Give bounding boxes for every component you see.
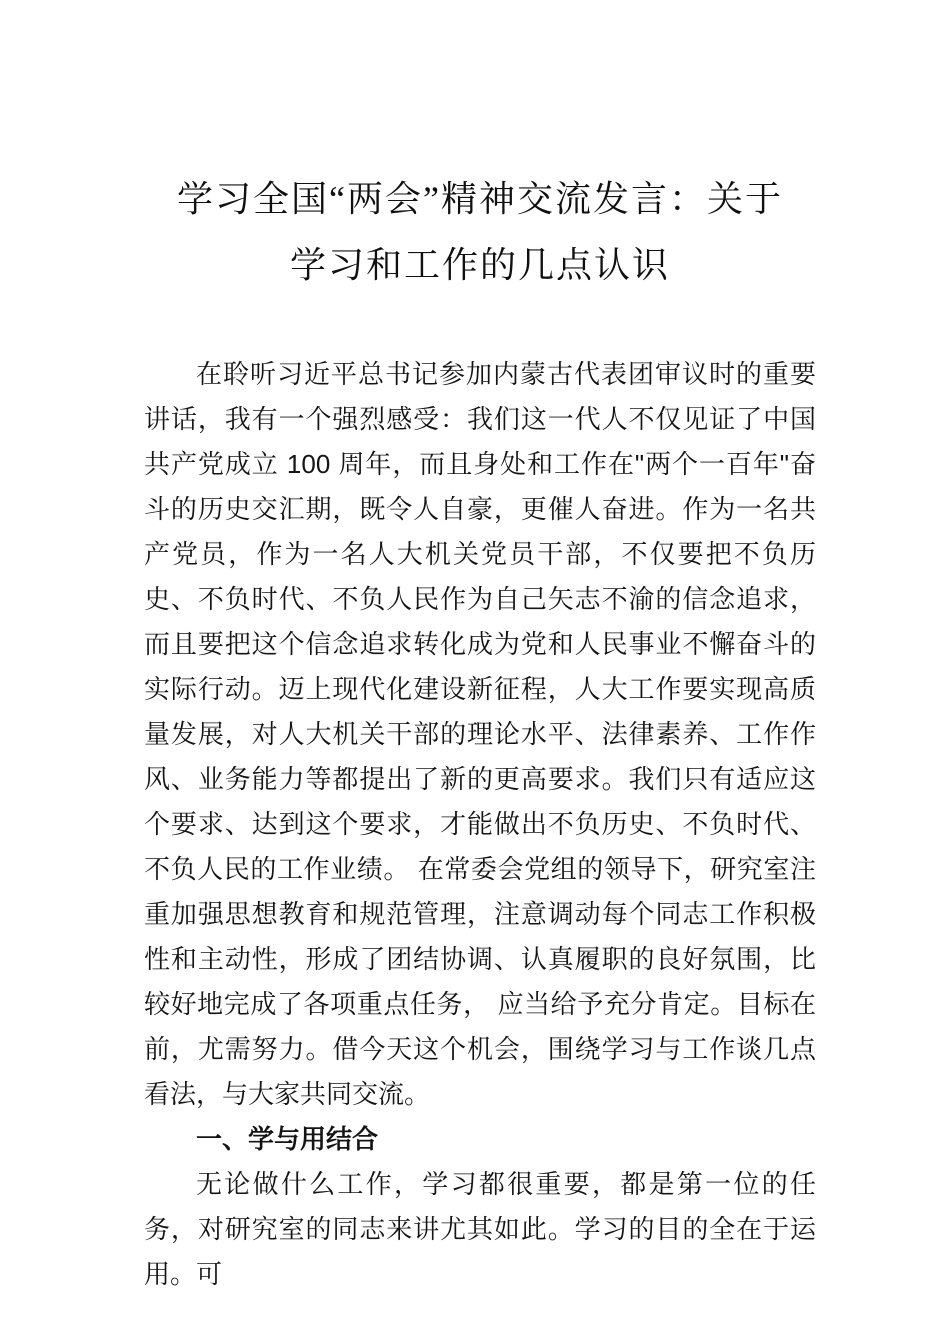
paragraph-section-1: 无论做什么工作，学习都很重要，都是第一位的任务，对研究室的同志来讲尤其如此。学习的目的全在于运用。可 <box>144 1169 816 1289</box>
document-body <box>144 352 816 1297</box>
title-line-1: 学习全国“两会”精神交流发言：关于 <box>177 179 783 219</box>
section-heading-1: 一、学与用结合 <box>196 1124 379 1154</box>
document-title <box>144 166 816 298</box>
paragraph-intro: 在聆听习近平总书记参加内蒙古代表团审议时的重要讲话，我有一个强烈感受：我们这一代人不仅见证了中国共产党成立 100 周年，而且身处和工作在"两个一百年"奋斗的历史交汇期，既令人自豪，更催人奋进。作为一名共产党员，作为一名人大机关党员干部，不仅要把不负历史、不负时代、不负人民作为自己矢志不渝的信念追求，而且要把这个信念追求转化成为党和人民事业不懈奋斗的实际行动。迈上现代化建设新征程，人大工作要实现高质量发展，对人大机关干部的理论水平、法律素养、工作作风、业务能力等都提出了新的更高要求。我们只有适应这个要求、达到这个要求，才能做出不负历史、不负时代、不负人民的工作业绩。 在常委会党组的领导下，研究室注重加强思想教育和规范管理，注意调动每个同志工作积极性和主动性，形成了团结协调、认真履职的良好氛围，比较好地完成了各项重点任务， 应当给予充分肯定。目标在前，尤需努力。借今天这个机会，围绕学习与工作谈几点看法，与大家共同交流。 <box>144 359 816 1109</box>
title-line-2: 学习和工作的几点认识 <box>289 245 670 285</box>
